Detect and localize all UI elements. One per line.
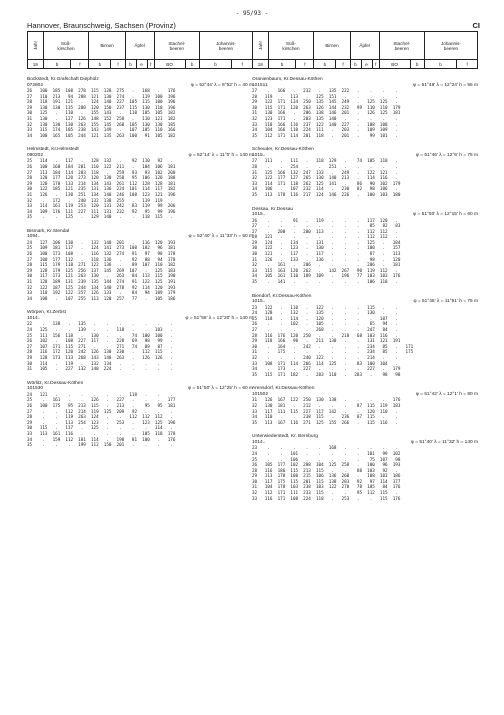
station-header [27,381,253,393]
data-row: 30 117 173 121 263 130 . 263 84 113 115 190 [27,274,176,280]
station-header [252,434,478,446]
data-row: 35 113 178 116 217 124 146 226 . 100 103 180 [252,192,401,198]
header-johannisbeeren-label: Johannis- beeren [215,40,236,51]
station-header [27,147,253,159]
station-code: 1015.. [252,152,266,158]
station-header [252,147,478,159]
data-row: 25 . . 106 . . . . . 75 107 98 [252,457,401,463]
station-data-rows [252,446,478,502]
data-row: 29 130 130 135 280 120 150 237 115 130 110 196 [27,105,176,111]
header-birnen [89,32,125,60]
data-row: 33 115 174 105 238 143 149 . 107 105 110 166 [27,128,176,134]
header-subcolumn: 19 [28,60,44,69]
data-row: 35 . . 125 . 129 140 . . 118 115 . [27,215,173,221]
data-row: 29 118 166 98 . 211 130 . . 131 121 191 [252,339,401,345]
column-header [252,31,478,69]
header-stachelbeeren-label: Stachel- beeren [168,40,186,51]
station-header [27,310,253,322]
data-row: 28 . . 119 263 124 . . 112 112 112 . [27,415,173,421]
station-code: 1015.. [252,212,266,217]
data-row: 25 111 156 118 . 130 . . 74 100 100 . [27,333,173,339]
station-coordinates: φ = 51°48' λ = 12°24' h = 55 m [413,82,478,88]
data-row: 33 116 171 108 224 118 . 253 . . 115 176 [252,496,401,502]
station-name: Wörpen, Kr.Zerbst [27,310,66,316]
station-data-rows [252,89,478,139]
data-row: 33 113 161 116 . . . . . 105 118 178 [27,431,176,437]
data-row: 28 121 . . . . . . . 112 112 . [252,235,398,241]
header-aepfel-label: Äpfel [134,43,145,48]
data-row: 32 . 161 . 206 . . . . 206 . 181 [252,263,401,269]
header-aepfel [350,32,379,60]
data-row: 26 100 175 95 213 115 . 213 . 95 95 181 [27,403,176,409]
data-row: 24 121 . . . . . . 118 . . . [27,392,173,398]
header-stachelbeeren [154,32,199,60]
header-johannisbeeren [424,32,477,60]
header-aepfel-label: Äpfel [359,43,370,48]
header-birnen [314,32,350,60]
station-code: 101511 [252,82,268,88]
header-subcolumn: BO [379,60,410,69]
data-row: 31 126 167 122 250 130 138 . . . . 176 [252,398,401,404]
station-coordinates: φ = 51°46' λ = 12°6' h = 75 m [415,152,478,158]
data-row: 26 100 173 108 . 116 132 274 91 97 98 178 [27,252,176,258]
data-row: 29 128 179 125 256 137 145 269 107 . 125 183 [27,268,176,274]
page-code: CI [472,21,480,30]
data-row: 31 105 . 227 132 140 224 . . . . . [27,367,173,373]
data-row: 32 130 181 . 212 . . . 87 115 119 183 [252,403,401,409]
data-row: 27 113 184 114 283 118 . 259 93 93 102 200 [27,170,176,176]
data-row: 31 126 . 133 . 136 . . . 98 . 120 [252,257,401,263]
data-row: 30 117 175 115 201 115 138 283 92 97 114 177 [252,479,401,485]
header-subcolumn: b [199,60,231,69]
data-row: 34 106 . 107 232 114 . 230 82 98 106 . [252,187,398,193]
station-data-rows [252,159,478,198]
station-code: 101530 [27,386,44,392]
header-suesskirschen [268,32,314,60]
station-data-rows [27,322,253,372]
data-row: 35 . . . 199 112 150 201 . . . . [27,443,173,449]
header-subcolumn: f [296,60,314,69]
data-row: 32 . 172 . 240 132 138 255 . 119 119 . [27,198,173,204]
header-jahr [28,32,44,60]
data-row: 33 115 163 120 262 . 142 267 90 119 112 . [252,268,398,274]
data-row: 32 112 171 111 233 115 . . 95 112 115 . [252,491,398,497]
station-code: 090202 [27,152,44,158]
station-section [252,294,478,379]
data-row: 31 104 178 103 238 103 122 278 78 105 84 176 [252,485,401,491]
data-row: 29 128 173 133 268 143 148 263 . 126 126 . [27,355,173,361]
station-data-rows [27,241,253,303]
data-row: 27 . 166 . 232 . 135 222 . . . . [252,89,398,94]
header-subcolumn: f [111,60,125,69]
station-data-rows [27,89,253,139]
data-row: 29 113 178 108 215 106 136 260 . 108 103 186 [252,474,401,480]
station-coordinates: φ = 52°40' λ = 11°33' h = 50 m [188,234,253,240]
station-code: 101502 [252,391,269,397]
station-code: 1094.. [27,234,41,240]
page-title: Hannover, Braunschweig, Sachsen (Provinz) [27,21,176,30]
data-row: 24 127 106 130 . 132 140 201 . 116 120 193 [27,240,176,246]
header-subcolumn: BO [154,60,185,69]
data-row: 31 130 166 . 206 138 146 201 . 126 125 181 [252,111,401,117]
data-row: 30 121 . 117 . 117 . . . 87 . 113 [252,252,401,258]
header-suesskirschen-label: Süß- kirschen [57,40,75,51]
data-row: 29 124 . 134 . 131 . . . 125 . 184 [252,240,401,246]
station-coordinates: φ = 52°14' λ = 11°0' h = 140 m [188,152,253,158]
station-name: Bockstedt, Kr.Grafschaft Diepholz [27,77,99,82]
station-name: Helmstedt, Kr.Helmstedt [27,147,79,153]
data-row: 30 122 . 123 . 130 . . . 100 . 157 [252,246,401,252]
data-row: 28 116 186 115 213 115 . . 88 103 92 . [252,468,398,474]
station-coordinates: φ = 51°56' λ = 12°20' h = 140 m [185,315,253,321]
data-row: 32 . . . 240 122 . . . 214 . . [252,355,398,361]
station-coordinates: φ = 51°42' λ = 12°1' h = 80 m [415,391,478,397]
header-aepfel [125,32,154,60]
data-row: 35 113 167 116 271 125 155 266 . 115 116 . [252,420,398,426]
header-subcolumn: e [136,60,147,69]
station-header [252,207,478,219]
header-jahr-label: Jahr [257,40,263,50]
data-row: 34 109 176 111 227 111 131 232 92 95 99 196 [27,209,176,215]
data-row: 24 . . 101 . . . . . 101 99 102 [252,451,401,457]
station-name: Wörlitz, Kr.Dessau-Köthen [27,380,84,386]
station-data-rows [252,219,478,286]
header-subcolumn: b [350,60,361,69]
header-subcolumn: b [424,60,456,69]
header-johannisbeeren-label: Johannis- beeren [440,40,461,51]
station-code: 072802 [27,82,44,88]
data-row: 34 105 161 110 189 109 . 196 77 103 103 176 [252,274,401,280]
data-row: 29 122 171 134 250 135 145 249 . 125 125 . [252,100,398,106]
station-section [252,77,478,139]
header-subcolumn: f [232,60,253,69]
data-row: 34 108 . 107 255 113 120 257 77 . 105 186 [27,296,176,302]
station-code: 1014.. [252,439,266,445]
data-row: 24 128 . 132 . 135 . . . 130 . . [252,311,398,317]
data-row: 31 126 . 130 251 134 140 246 108 123 121 196 [27,192,176,198]
station-coordinates: φ = 51°50' λ = 12°15' h = 60 m [413,212,478,217]
data-row: 27 111 . 111 . 118 129 . 74 105 118 . [252,159,398,165]
data-row: 25 . 161 . . 126 . 227 . . . 177 [27,398,176,404]
header-suesskirschen [43,32,89,60]
station-section [27,381,253,449]
station-header [252,386,478,398]
data-row: 27 . . 112 214 119 125 209 92 . . . [27,409,173,415]
header-suesskirschen-label: Süß- kirschen [282,40,300,51]
data-row: 27 107 171 115 271 . . 271 74 89 87 . [27,344,173,350]
data-row: 23 . . . . . 168 . . . . . [252,446,398,452]
station-header [252,77,478,89]
data-row: 26 100 160 184 201 110 122 211 . 104 106 181 [27,164,176,170]
data-row: 30 125 . 110 . 155 143 . 110 105 105 182 [27,111,176,117]
station-section [252,207,478,286]
data-row: 28 116 172 120 242 126 130 230 . 112 115 . [27,350,173,356]
station-name: Oranienbaum, Kr.Dessau-Köthen [252,77,323,82]
data-row: 28 118 191 121 . 124 140 227 105 115 100 196 [27,100,176,106]
station-data-rows [252,398,478,426]
header-stachelbeeren-label: Stachel- beeren [393,40,411,51]
header-stachelbeeren [379,32,424,60]
station-name: Arensdorf, Kr.Dessau-Köthen [252,386,315,392]
data-row: 31 125 166 132 247 133 . 249 . 122 121 . [252,170,398,176]
header-jahr-label: Jahr [32,40,38,50]
station-coordinates: φ = 51°45' λ = 11°51' h = 75 m [413,299,478,305]
data-row: 26 102 . 108 227 117 . 228 69 98 99 . [27,339,173,345]
right-column [252,31,478,502]
station-code: 1015.. [252,299,266,305]
data-row: 25 109 181 117 . 124 141 273 100 102 96 181 [27,246,176,252]
data-row: 34 110 . . 238 115 . 236 87 115 . . [252,415,398,421]
station-coordinates: φ = 52°44' λ = 8°52' h = 40 m [190,82,253,88]
data-row: 30 114 . 119 . 132 134 . . . . . [27,361,173,367]
data-row: 29 . . 113 254 123 . 253 . 123 125 196 [27,420,176,426]
header-subcolumn: f [336,60,350,69]
data-row: 25 118 . 114 . 120 . . . . 107 . [252,316,398,322]
data-row: 26 . . 91 . 119 . . . 117 120 . [252,218,398,224]
data-row: 34 104 166 110 224 111 . 203 . 109 109 . [252,128,398,134]
data-row: 35 115 171 182 . 283 110 . 283 . 98 98 [252,372,401,378]
station-code: 1014.. [27,315,41,321]
data-row: 27 100 177 112 . 118 136 . 92 88 94 178 [27,257,176,263]
header-subcolumn: b [314,60,336,69]
data-row: 33 117 111 115 227 117 142 . . 120 110 . [252,409,398,415]
data-row: 23 122 . 110 . 122 . . . 115 . . [252,305,398,311]
header-subcolumn: b [185,60,199,69]
data-row: 33 118 192 122 257 126 133 . 84 94 109 179 [27,291,176,297]
header-subcolumn: b [125,60,136,69]
station-name: Bismark, Kr.Stendal [27,228,70,234]
station-section [27,229,253,303]
data-row: 34 100 165 105 244 121 135 263 100 91 105 182 [27,133,176,139]
data-row: 33 108 171 114 266 114 125 . 83 100 104 . [252,361,398,367]
data-row: 30 115 . 117 . 125 . . . . 114 . [27,426,173,432]
data-row: 31 130 . 127 126 148 152 258 . 110 121 182 [27,116,176,122]
station-coordinates: φ = 51°50' λ = 12°25' h = 60 m [188,386,253,392]
page-number: - 95/93 - [235,10,269,17]
station-section [252,147,478,198]
header-subcolumn: f [71,60,89,69]
header-subcolumn: f [147,60,154,69]
data-row: 27 110 213 94 288 121 130 274 . 119 100 196 [27,94,176,100]
data-row: 29 120 178 133 214 134 143 261 112 128 128 181 [27,181,176,187]
data-row: 27 . . . . . . . . 85 82 83 [252,224,401,230]
header-subcolumn: 19 [253,60,269,69]
data-row: 22 . 138 . 135 . . . . . . . [27,322,173,328]
station-section [27,77,253,139]
header-subcolumn: f [372,60,379,69]
station-name: Unterwiederstedt, Kr. Bernburg [252,434,318,440]
header-jahr [253,32,269,60]
data-row: 30 . 164 . 242 . . . . 234 85 . 171 [252,344,414,350]
station-section [252,434,478,502]
data-row: 26 100 185 108 278 115 128 275 . 168 . 176 [27,89,176,94]
data-row: 30 115 171 120 263 126 144 232 99 110 110 179 [252,105,401,111]
station-section [27,147,253,221]
data-row: 34 . 173 . 227 . . . . 227 . 179 [252,367,401,373]
station-section [27,310,253,372]
station-data-rows [27,393,253,449]
header-birnen-label: Birnen [100,43,114,48]
data-row: 26 . . 102 . 105 . . . 65 94 . [252,322,398,328]
data-row: 24 125 . . 139 . . 118 . . 103 . [27,328,173,333]
data-row: 30 122 185 121 235 131 136 224 101 114 117 182 [27,187,176,193]
column-header [27,31,253,69]
data-row: 31 128 189 131 239 135 144 274 91 122 125 191 [27,280,176,286]
header-subcolumn: b [89,60,111,69]
data-row: 32 130 130 130 263 155 145 268 105 130 130 185 [27,122,176,128]
data-row: 32 122 177 127 265 130 140 213 . 114 116 . [252,176,398,182]
data-row: 25 114 . 117 . 128 132 . 92 110 92 . [27,159,173,165]
header-subcolumn: b [268,60,296,69]
station-header [252,294,478,306]
header-subcolumn: b [43,60,71,69]
station-header [27,77,253,89]
header-subcolumn: f [457,60,478,69]
data-row: 28 119 . 113 . 125 151 . . . . . [252,94,398,100]
station-data-rows [252,306,478,379]
header-birnen-label: Birnen [325,43,339,48]
data-row: 28 . . 254 . . 251 . . . . . [252,164,398,170]
data-row: 35 112 171 114 201 118 . 201 . 99 101 . [252,133,398,139]
data-row: 28 120 177 120 273 120 130 258 95 106 120 188 [27,176,176,182]
left-column [27,31,253,449]
data-row: 33 114 171 118 262 125 141 . 86 90 102 179 [252,181,401,187]
data-row: 31 . 175 . . . . . . 234 85 . 175 [252,350,414,356]
station-header [27,229,253,241]
data-row: 35 . 141 . . . . . . 106 118 . [252,280,398,286]
station-name: Dessau, Kr.Dessau [252,206,294,212]
data-row: 33 114 161 119 253 120 131 242 83 119 99 206 [27,204,176,210]
data-row: 26 105 177 102 208 104 125 258 . 100 96 193 [252,463,401,469]
station-data-rows [27,159,253,221]
header-subcolumn: b [410,60,424,69]
data-row: 34 . 159 112 181 114 . 198 81 100 . 176 [27,437,176,443]
data-row: 27 . . . . 268 . . . 247 84 . [252,328,398,333]
station-name: Biendorf, Kr.Dessau-Köthen [252,293,312,299]
data-row: 28 115 179 118 271 122 136 . 89 107 110 182 [27,263,176,269]
station-coordinates: φ = 51°40' λ = 11°32' h = 140 m [410,439,478,445]
station-section [252,386,478,426]
header-johannisbeeren [199,32,252,60]
station-name: Scheuder, Kr.Dessau-Köthen [252,147,314,153]
data-row: 28 116 176 120 250 . . 218 68 103 116 . [252,333,398,339]
header-subcolumn: e [361,60,372,69]
data-row: 32 123 171 . 203 135 140 . . . . . [252,116,398,122]
data-row: 32 122 187 125 244 134 140 278 92 114 120 193 [27,285,176,291]
data-row: 33 110 166 116 237 122 140 227 . 108 108 . [252,122,398,128]
data-row: 27 . 200 . 200 113 . . . 112 112 . [252,229,398,235]
